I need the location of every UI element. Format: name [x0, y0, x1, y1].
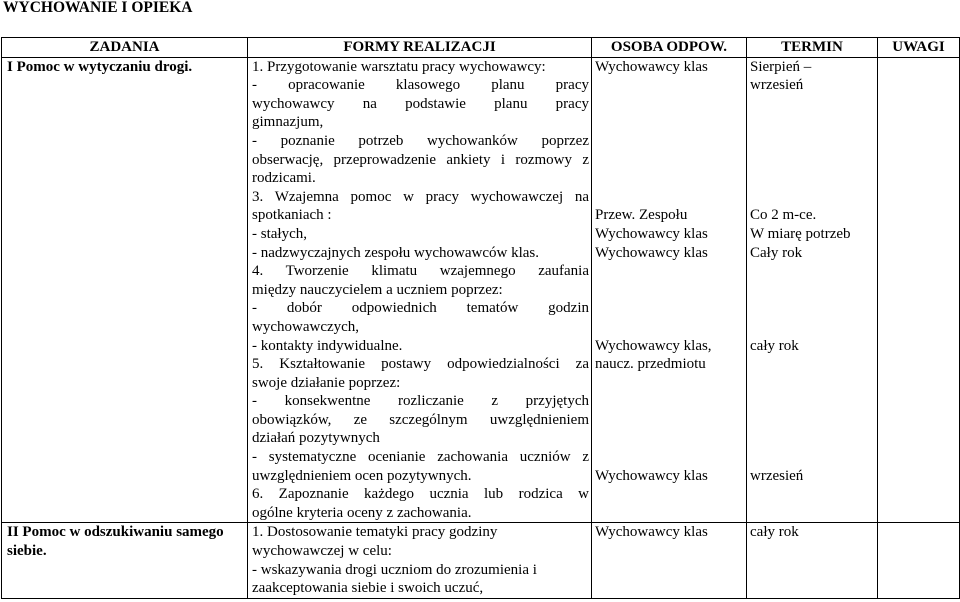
task-cell: II Pomoc w odszukiwaniu samego siebie. — [2, 523, 248, 598]
notes-cell — [878, 523, 960, 598]
term-line — [750, 355, 874, 374]
form-line: swoje działanie poprzez: — [252, 374, 401, 391]
term-line — [750, 151, 874, 170]
form-line: 6. Zapoznanie każdego ucznia lub rodzica w — [252, 486, 589, 503]
term-line: Cały rok — [750, 244, 803, 261]
table-row — [2, 57, 960, 523]
header-osoba-odpow: OSOBA ODPOW. — [592, 38, 747, 58]
term-line — [750, 95, 874, 114]
person-line — [595, 76, 743, 95]
person-line — [595, 151, 743, 170]
person-line — [595, 504, 743, 523]
forms-cell — [248, 57, 592, 523]
term-line — [750, 318, 874, 337]
person-line — [595, 448, 743, 467]
form-line: 1. Przygotowanie warsztatu pracy wychowawcy: — [252, 58, 546, 75]
term-line: cały rok — [750, 524, 799, 541]
table-row — [2, 523, 960, 598]
person-line — [595, 318, 743, 337]
term-line — [750, 262, 874, 281]
form-line: - konsekwentne rozliczanie z przyjętych — [252, 393, 589, 410]
form-line: 4. Tworzenie klimatu wzajemnego zaufania — [252, 263, 589, 280]
form-line: gimnazjum, — [252, 114, 324, 131]
person-line — [595, 262, 743, 281]
header-uwagi: UWAGI — [878, 38, 960, 58]
term-cell — [747, 523, 878, 598]
form-line: 5. Kształtowanie postawy odpowiedzialności za — [252, 356, 589, 373]
form-line: obserwację, przeprowadzenie ankiety i rozmowy z — [252, 151, 589, 168]
header-termin: TERMIN — [747, 38, 878, 58]
notes-cell — [878, 57, 960, 523]
form-line: rodzicami. — [252, 170, 316, 187]
header-zadania: ZADANIA — [2, 38, 248, 58]
person-line — [595, 374, 743, 393]
term-line — [750, 429, 874, 448]
term-line — [750, 281, 874, 300]
form-line: - systematyczne ocenianie zachowania uczniów z — [252, 449, 589, 466]
form-line: ogólne kryteria oceny z zachowania. — [252, 504, 472, 521]
form-line: działań pozytywnych — [252, 430, 380, 447]
person-line — [595, 485, 743, 504]
term-line — [750, 504, 874, 523]
term-line — [750, 392, 874, 411]
form-line: między nauczycielem a uczniem poprzez: — [252, 281, 503, 298]
form-line: - dobór odpowiednich tematów godzin — [252, 300, 589, 317]
form-line: spotkaniach : — [252, 207, 332, 224]
term-line: cały rok — [750, 337, 799, 354]
person-line — [595, 579, 743, 598]
term-line — [750, 542, 874, 561]
form-line: - poznanie potrzeb wychowanków poprzez — [252, 132, 589, 149]
term-line — [750, 299, 874, 318]
person-line — [595, 392, 743, 411]
form-line: - nadzwyczajnych zespołu wychowawców klas. — [252, 244, 539, 261]
form-line: 3. Wzajemna pomoc w pracy wychowawczej na — [252, 188, 589, 205]
person-line: Wychowawcy klas — [595, 244, 708, 261]
person-line — [595, 113, 743, 132]
term-line — [750, 132, 874, 151]
person-line — [595, 299, 743, 318]
person-line: naucz. przedmiotu — [595, 356, 706, 373]
document-heading: WYCHOWANIE I OPIEKA — [3, 0, 193, 16]
term-line — [750, 485, 874, 504]
person-line — [595, 542, 743, 561]
term-line — [750, 374, 874, 393]
person-line: Wychowawcy klas, — [595, 337, 712, 354]
form-line: wychowawczej w celu: — [252, 543, 392, 560]
term-line — [750, 579, 874, 598]
term-line — [750, 169, 874, 188]
person-line: Wychowawcy klas — [595, 467, 708, 484]
form-line: - wskazywania drogi uczniom do zrozumienia i — [252, 561, 537, 578]
form-line: wychowawczych, — [252, 318, 360, 335]
form-line: 1. Dostosowanie tematyki pracy godziny — [252, 524, 498, 541]
person-cell — [592, 523, 747, 598]
person-line — [595, 561, 743, 580]
person-line: Przew. Zespołu — [595, 207, 688, 224]
term-line — [750, 561, 874, 580]
person-line — [595, 169, 743, 188]
term-line: Sierpień – — [750, 58, 812, 75]
term-line — [750, 448, 874, 467]
table-header-row — [2, 38, 960, 58]
term-line: Co 2 m-ce. — [750, 207, 817, 224]
person-line — [595, 132, 743, 151]
term-line: wrzesień — [750, 467, 804, 484]
form-line: zaakceptowania siebie i swoich uczuć, — [252, 580, 484, 597]
task-cell: I Pomoc w wytyczaniu drogi. — [2, 57, 248, 523]
form-line: - kontakty indywidualne. — [252, 337, 403, 354]
term-line: wrzesień — [750, 77, 804, 94]
header-formy-realizacji: FORMY REALIZACJI — [248, 38, 592, 58]
form-line: uwzględnieniem ocen pozytywnych. — [252, 467, 472, 484]
term-line — [750, 113, 874, 132]
person-line — [595, 429, 743, 448]
form-line: - stałych, — [252, 225, 307, 242]
term-line — [750, 411, 874, 430]
person-line: Wychowawcy klas — [595, 524, 708, 541]
person-line — [595, 188, 743, 207]
person-line — [595, 95, 743, 114]
person-line — [595, 281, 743, 300]
person-line — [595, 411, 743, 430]
term-cell — [747, 57, 878, 523]
form-line: - opracowanie klasowego planu pracy — [252, 77, 589, 94]
forms-cell — [248, 523, 592, 598]
form-line: obowiązków, ze szczególnym uwzględnieniem — [252, 411, 589, 428]
form-line: wychowawcy na podstawie planu pracy — [252, 95, 589, 112]
plan-table — [1, 37, 960, 599]
term-line: W miarę potrzeb — [750, 225, 851, 242]
person-line: Wychowawcy klas — [595, 58, 708, 75]
term-line — [750, 188, 874, 207]
person-line: Wychowawcy klas — [595, 225, 708, 242]
person-cell — [592, 57, 747, 523]
